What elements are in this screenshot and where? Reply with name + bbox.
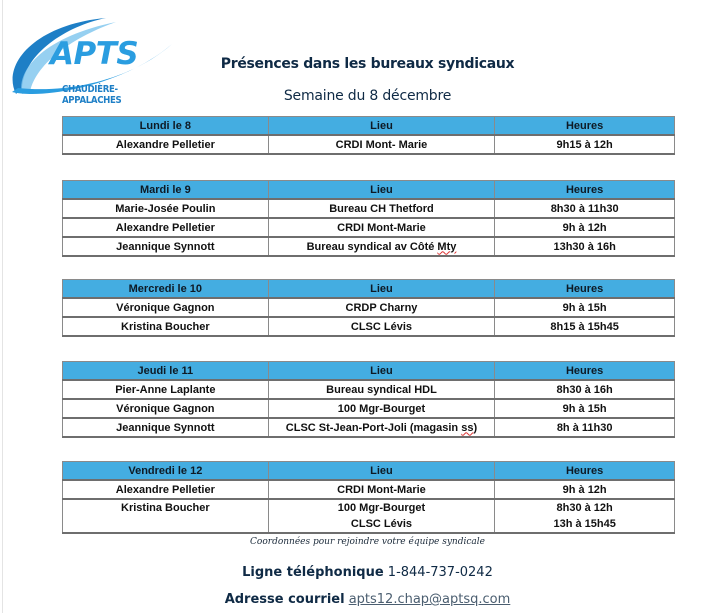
nom-cell: Alexandre Pelletier bbox=[63, 135, 269, 154]
page-title: Présences dans les bureaux syndicaux bbox=[220, 56, 515, 72]
spellcheck-word: ss bbox=[461, 421, 474, 434]
heures-header: Heures bbox=[495, 362, 675, 381]
table-row bbox=[63, 418, 675, 437]
heures-cell: 8h à 11h30 bbox=[495, 418, 675, 437]
email-label: Adresse courriel bbox=[224, 592, 345, 607]
lieu-cell: 100 Mgr-Bourget bbox=[268, 399, 495, 418]
day-header: Mardi le 9 bbox=[63, 181, 269, 200]
phone-label: Ligne téléphonique bbox=[242, 565, 384, 580]
lieu-text: Bureau syndical av Côté bbox=[306, 240, 438, 253]
table-header-row bbox=[63, 117, 675, 136]
day-header: Jeudi le 11 bbox=[63, 362, 269, 381]
table-header-row bbox=[63, 362, 675, 381]
lieu-text: CLSC St-Jean-Port-Joli (magasin bbox=[285, 421, 462, 434]
logo-name: APTS bbox=[50, 36, 139, 72]
heures-line-1: 8h30 à 12h bbox=[556, 502, 613, 514]
table-header-row bbox=[63, 181, 675, 200]
email-link[interactable]: apts12.chap@aptsq.com bbox=[348, 592, 511, 607]
nom-cell: Marie-Josée Poulin bbox=[63, 199, 269, 218]
schedule-table-wednesday bbox=[62, 279, 675, 337]
heures-cell: 9h à 12h bbox=[495, 218, 675, 237]
heures-header: Heures bbox=[495, 280, 675, 299]
day-header: Mercredi le 10 bbox=[63, 280, 269, 299]
lieu-cell bbox=[268, 499, 495, 533]
nom-cell: Véronique Gagnon bbox=[63, 399, 269, 418]
lieu-cell: Bureau syndical HDL bbox=[268, 380, 495, 399]
heures-cell: 9h à 15h bbox=[495, 298, 675, 317]
lieu-cell bbox=[268, 418, 495, 437]
table-row bbox=[63, 399, 675, 418]
nom-cell: Jeannique Synnott bbox=[63, 237, 269, 256]
nom-cell: Pier-Anne Laplante bbox=[63, 380, 269, 399]
nom-cell: Alexandre Pelletier bbox=[63, 480, 269, 499]
heures-cell: 8h30 à 16h bbox=[495, 380, 675, 399]
table-row bbox=[63, 237, 675, 256]
lieu-cell: CRDI Mont-Marie bbox=[268, 480, 495, 499]
day-header: Lundi le 8 bbox=[63, 117, 269, 136]
nom-cell: Kristina Boucher bbox=[63, 317, 269, 336]
heures-cell: 8h30 à 11h30 bbox=[495, 199, 675, 218]
lieu-cell: CRDP Charny bbox=[268, 298, 495, 317]
lieu-header: Lieu bbox=[268, 117, 495, 136]
lieu-cell: CRDI Mont- Marie bbox=[268, 135, 495, 154]
table-header-row bbox=[63, 280, 675, 299]
table-row bbox=[63, 317, 675, 336]
heures-cell bbox=[495, 499, 675, 533]
heures-cell: 9h à 15h bbox=[495, 399, 675, 418]
schedule-table-monday bbox=[62, 116, 675, 155]
table-row bbox=[63, 218, 675, 237]
nom-cell: Alexandre Pelletier bbox=[63, 218, 269, 237]
email-line bbox=[0, 592, 709, 607]
page-subtitle: Semaine du 8 décembre bbox=[283, 88, 452, 104]
logo-subtitle: CHAUDIÈRE-APPALACHES bbox=[62, 84, 122, 106]
lieu-cell bbox=[268, 237, 495, 256]
lieu-cell: CRDI Mont-Marie bbox=[268, 218, 495, 237]
phone-line bbox=[0, 565, 709, 580]
lieu-cell: Bureau CH Thetford bbox=[268, 199, 495, 218]
heures-cell: 13h30 à 16h bbox=[495, 237, 675, 256]
heures-cell: 8h15 à 15h45 bbox=[495, 317, 675, 336]
spellcheck-word: Mty bbox=[437, 240, 457, 253]
lieu-header: Lieu bbox=[268, 280, 495, 299]
heures-cell: 9h à 12h bbox=[495, 480, 675, 499]
heures-cell: 9h15 à 12h bbox=[495, 135, 675, 154]
table-header-row bbox=[63, 462, 675, 481]
lieu-header: Lieu bbox=[268, 181, 495, 200]
lieu-line-1: 100 Mgr-Bourget bbox=[337, 502, 426, 514]
phone-number: 1-844-737-0242 bbox=[387, 565, 493, 580]
lieu-line-2: CLSC Lévis bbox=[350, 518, 413, 530]
heures-header: Heures bbox=[495, 462, 675, 481]
lieu-header: Lieu bbox=[268, 362, 495, 381]
table-row bbox=[63, 380, 675, 399]
lieu-text-end: ) bbox=[473, 421, 478, 434]
nom-cell: Kristina Boucher bbox=[63, 499, 269, 533]
footer-tagline: Coordonnées pour rejoindre votre équipe syndicale bbox=[250, 537, 485, 547]
lieu-cell: CLSC Lévis bbox=[268, 317, 495, 336]
table-row bbox=[63, 298, 675, 317]
schedule-table-thursday bbox=[62, 361, 675, 438]
lieu-header: Lieu bbox=[268, 462, 495, 481]
nom-cell: Jeannique Synnott bbox=[63, 418, 269, 437]
heures-line-2: 13h à 15h45 bbox=[553, 518, 616, 530]
table-row bbox=[63, 199, 675, 218]
schedule-table-friday bbox=[62, 461, 675, 534]
day-header: Vendredi le 12 bbox=[63, 462, 269, 481]
table-row bbox=[63, 499, 675, 533]
table-row bbox=[63, 135, 675, 154]
schedule-table-tuesday bbox=[62, 180, 675, 257]
table-row bbox=[63, 480, 675, 499]
nom-cell: Véronique Gagnon bbox=[63, 298, 269, 317]
heures-header: Heures bbox=[495, 181, 675, 200]
heures-header: Heures bbox=[495, 117, 675, 136]
